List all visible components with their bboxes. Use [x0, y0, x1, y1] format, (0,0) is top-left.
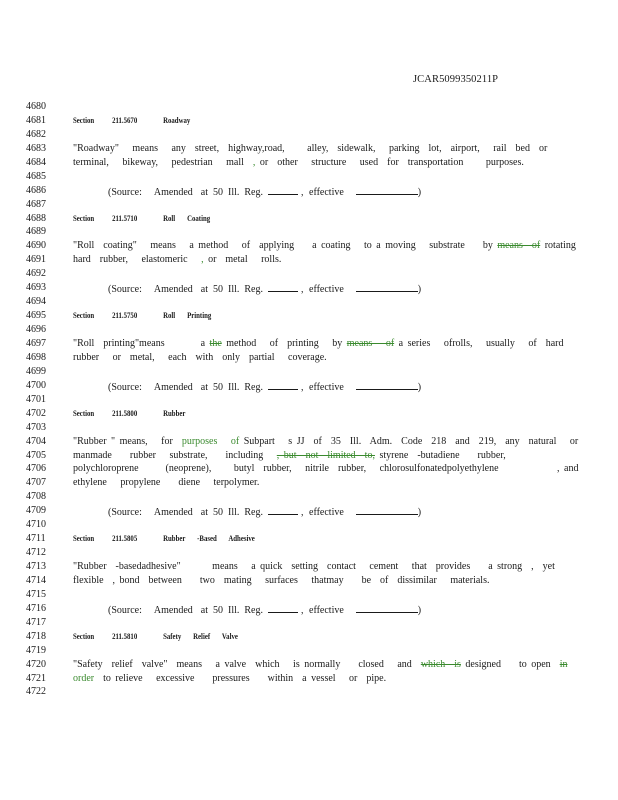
text-segment: "Roll printing"means a — [73, 337, 210, 349]
section-heading — [73, 408, 185, 420]
section-label: Section — [73, 534, 95, 544]
deleted-text: in — [559, 658, 568, 670]
line-number: 4698 — [26, 351, 46, 363]
line-number: 4701 — [26, 393, 46, 405]
effective-label: effective — [309, 284, 344, 296]
source-close: ) — [417, 186, 422, 198]
effective-date-blank — [356, 185, 418, 195]
section-title: Rubber — [163, 408, 186, 418]
source-close: ) — [417, 284, 422, 296]
line-number: 4700 — [26, 379, 46, 391]
register-label: Reg. — [244, 381, 263, 393]
section-label: Section — [73, 311, 95, 321]
line-number: 4719 — [26, 644, 46, 656]
line-number: 4687 — [26, 198, 46, 210]
text-segment: terminal, bikeway, pedestrian mall — [73, 156, 253, 168]
section-title: Roadway — [163, 115, 191, 125]
register-page-blank — [268, 505, 298, 515]
line-number: 4690 — [26, 240, 46, 252]
state-abbrev: Ill. — [228, 381, 240, 393]
text-segment: "Rubber " means, for — [73, 435, 182, 447]
register-volume: 50 — [213, 381, 223, 393]
deleted-text: means of — [346, 337, 395, 349]
source-open: (Source: — [108, 604, 142, 616]
inserted-text: order — [73, 672, 95, 684]
source-note: (Source: Amended at 50 Ill. Reg. , effective ) — [108, 381, 422, 393]
line-number: 4702 — [26, 407, 46, 419]
section-label: Section — [73, 408, 95, 418]
definition-line — [73, 673, 386, 685]
source-close: ) — [417, 604, 422, 616]
line-number: 4681 — [26, 114, 46, 126]
source-close: ) — [417, 507, 422, 519]
line-number: 4688 — [26, 212, 46, 224]
line-number: 4685 — [26, 170, 46, 182]
effective-date-blank — [356, 505, 418, 515]
at-label: at — [200, 186, 208, 198]
deleted-text: the — [209, 337, 222, 349]
line-number: 4686 — [26, 184, 46, 196]
definition-line — [73, 477, 259, 489]
section-heading — [73, 310, 211, 322]
section-number: 211.5750 — [112, 311, 138, 321]
line-number: 4692 — [26, 268, 46, 280]
definition-line — [73, 338, 563, 350]
line-number: 4682 — [26, 128, 46, 140]
inserted-text: purposes of — [181, 435, 240, 447]
state-abbrev: Ill. — [228, 507, 240, 519]
text-segment: designed to open — [460, 658, 560, 670]
register-volume: 50 — [213, 507, 223, 519]
effective-label: effective — [309, 507, 344, 519]
line-number: 4721 — [26, 672, 46, 684]
line-number: 4695 — [26, 310, 46, 322]
amended-label: Amended — [153, 284, 193, 296]
line-number: 4697 — [26, 337, 46, 349]
effective-date-blank — [356, 380, 418, 390]
inserted-text: , — [201, 254, 204, 266]
line-number: 4680 — [26, 101, 46, 112]
definition-line — [73, 143, 547, 155]
register-volume: 50 — [213, 284, 223, 296]
section-label: Section — [73, 631, 95, 641]
section-title: Safety Relief Valve — [163, 631, 238, 641]
section-title: Rubber -Based Adhesive — [163, 534, 255, 544]
line-number: 4691 — [26, 254, 46, 266]
register-label: Reg. — [244, 284, 263, 296]
at-label: at — [200, 381, 208, 393]
definition-line — [73, 463, 578, 475]
section-number: 211.5805 — [112, 534, 138, 544]
effective-date-blank — [356, 603, 418, 613]
at-label: at — [200, 507, 208, 519]
text-segment: Subpart s JJ of 35 Ill. Adm. Code 218 and 219, any natural or — [239, 435, 579, 447]
text-segment: styrene -butadiene rubber, — [374, 449, 506, 461]
section-label: Section — [73, 213, 95, 223]
inserted-text: , — [252, 156, 256, 168]
register-page-blank — [268, 380, 298, 390]
section-title: Roll Coating — [163, 213, 211, 223]
text-segment: or metal rolls. — [203, 254, 282, 266]
line-number: 4717 — [26, 616, 46, 628]
effective-label: effective — [309, 186, 344, 198]
text-segment: polychloroprene (neoprene), butyl rubber, nitrile rubber, chlorosulfonatedpolyethylene , and — [73, 463, 579, 475]
section-heading — [73, 115, 190, 127]
text-segment: hard rubber, elastomeric — [73, 254, 202, 266]
section-title: Roll Printing — [163, 311, 212, 321]
line-number: 4705 — [26, 449, 46, 461]
source-open: (Source: — [108, 284, 142, 296]
amended-label: Amended — [153, 507, 193, 519]
line-number: 4711 — [26, 533, 46, 545]
effective-label: effective — [309, 604, 344, 616]
definition-line — [73, 450, 506, 462]
amended-label: Amended — [153, 186, 193, 198]
line-number: 4696 — [26, 324, 46, 336]
register-label: Reg. — [244, 507, 263, 519]
amended-label: Amended — [153, 604, 193, 616]
text-segment: a series ofrolls, usually of hard — [394, 337, 564, 349]
amended-label: Amended — [153, 381, 193, 393]
line-number: 4714 — [26, 574, 46, 586]
source-note: (Source: Amended at 50 Ill. Reg. , effective ) — [108, 507, 422, 519]
text-segment: "Roadway" means any street, highway,road, alley, sidewalk, parking lot, airport, rail bed or — [73, 142, 548, 154]
deleted-text: which is — [420, 658, 461, 670]
section-heading — [73, 631, 238, 643]
line-number: 4715 — [26, 588, 46, 600]
definition-line — [73, 352, 327, 364]
text-segment: rubber or metal, each with only partial coverage. — [73, 351, 327, 363]
register-page-blank — [268, 282, 298, 292]
register-page-blank — [268, 185, 298, 195]
register-volume: 50 — [213, 604, 223, 616]
text-segment: method of printing by — [221, 337, 347, 349]
line-number: 4720 — [26, 658, 46, 670]
section-number: 211.5810 — [112, 631, 138, 641]
register-label: Reg. — [244, 186, 263, 198]
definition-line — [73, 254, 281, 266]
line-number: 4713 — [26, 561, 46, 573]
state-abbrev: Ill. — [228, 604, 240, 616]
source-note: (Source: Amended at 50 Ill. Reg. , effective ) — [108, 186, 422, 198]
source-open: (Source: — [108, 381, 142, 393]
line-number: 4708 — [26, 491, 46, 503]
line-number: 4712 — [26, 547, 46, 559]
line-number: 4709 — [26, 505, 46, 517]
register-page-blank — [268, 603, 298, 613]
text-segment: manmade rubber substrate, including — [73, 449, 277, 461]
definition-line — [73, 561, 555, 573]
line-number: 4684 — [26, 156, 46, 168]
text-segment: "Safety relief valve" means a valve which is normally closed and — [73, 658, 421, 670]
state-abbrev: Ill. — [228, 186, 240, 198]
line-number: 4693 — [26, 282, 46, 294]
section-heading — [73, 213, 210, 225]
section-number: 211.5800 — [112, 408, 138, 418]
line-number: 4718 — [26, 630, 46, 642]
document-code-header: JCAR5099350211P — [413, 74, 499, 85]
register-volume: 50 — [213, 186, 223, 198]
section-label: Section — [73, 115, 95, 125]
section-number: 211.5670 — [112, 115, 138, 125]
section-number: 211.5710 — [112, 213, 138, 223]
source-note: (Source: Amended at 50 Ill. Reg. , effective ) — [108, 604, 422, 616]
text-segment: rotating — [540, 240, 576, 252]
state-abbrev: Ill. — [228, 284, 240, 296]
line-number: 4710 — [26, 519, 46, 531]
text-segment: "Rubber -basedadhesive" means a quick setting contact cement that provides a strong , yet — [73, 561, 555, 573]
line-number: 4706 — [26, 463, 46, 475]
line-number: 4689 — [26, 226, 46, 238]
source-open: (Source: — [108, 186, 142, 198]
source-close: ) — [417, 381, 422, 393]
deleted-text: , but not limited to, — [276, 449, 375, 461]
text-segment: to relieve excessive pressures within a vessel or pipe. — [94, 672, 387, 684]
effective-date-blank — [356, 282, 418, 292]
line-number: 4704 — [26, 435, 46, 447]
text-segment: "Roll coating" means a method of applying a coating to a moving substrate by — [73, 240, 498, 252]
at-label: at — [200, 604, 208, 616]
source-note: (Source: Amended at 50 Ill. Reg. , effective ) — [108, 284, 422, 296]
text-segment: ethylene propylene diene terpolymer. — [73, 477, 260, 489]
line-number: 4683 — [26, 142, 46, 154]
at-label: at — [200, 284, 208, 296]
source-open: (Source: — [108, 507, 142, 519]
line-number: 4699 — [26, 365, 46, 377]
definition-line — [73, 157, 524, 169]
register-label: Reg. — [244, 604, 263, 616]
definition-line — [73, 575, 489, 587]
line-number: 4716 — [26, 602, 46, 614]
text-segment: or other structure used for transportation purposes. — [255, 156, 524, 168]
section-heading — [73, 533, 255, 545]
effective-label: effective — [309, 381, 344, 393]
deleted-text: means of — [497, 240, 541, 252]
line-number: 4707 — [26, 477, 46, 489]
definition-line — [73, 240, 576, 252]
definition-line — [73, 436, 578, 448]
definition-line — [73, 659, 567, 671]
line-number: 4694 — [26, 296, 46, 308]
text-segment: flexible , bond between two mating surfaces thatmay be of dissimilar materials. — [73, 574, 490, 586]
line-number: 4703 — [26, 421, 46, 433]
line-number: 4722 — [26, 686, 46, 698]
